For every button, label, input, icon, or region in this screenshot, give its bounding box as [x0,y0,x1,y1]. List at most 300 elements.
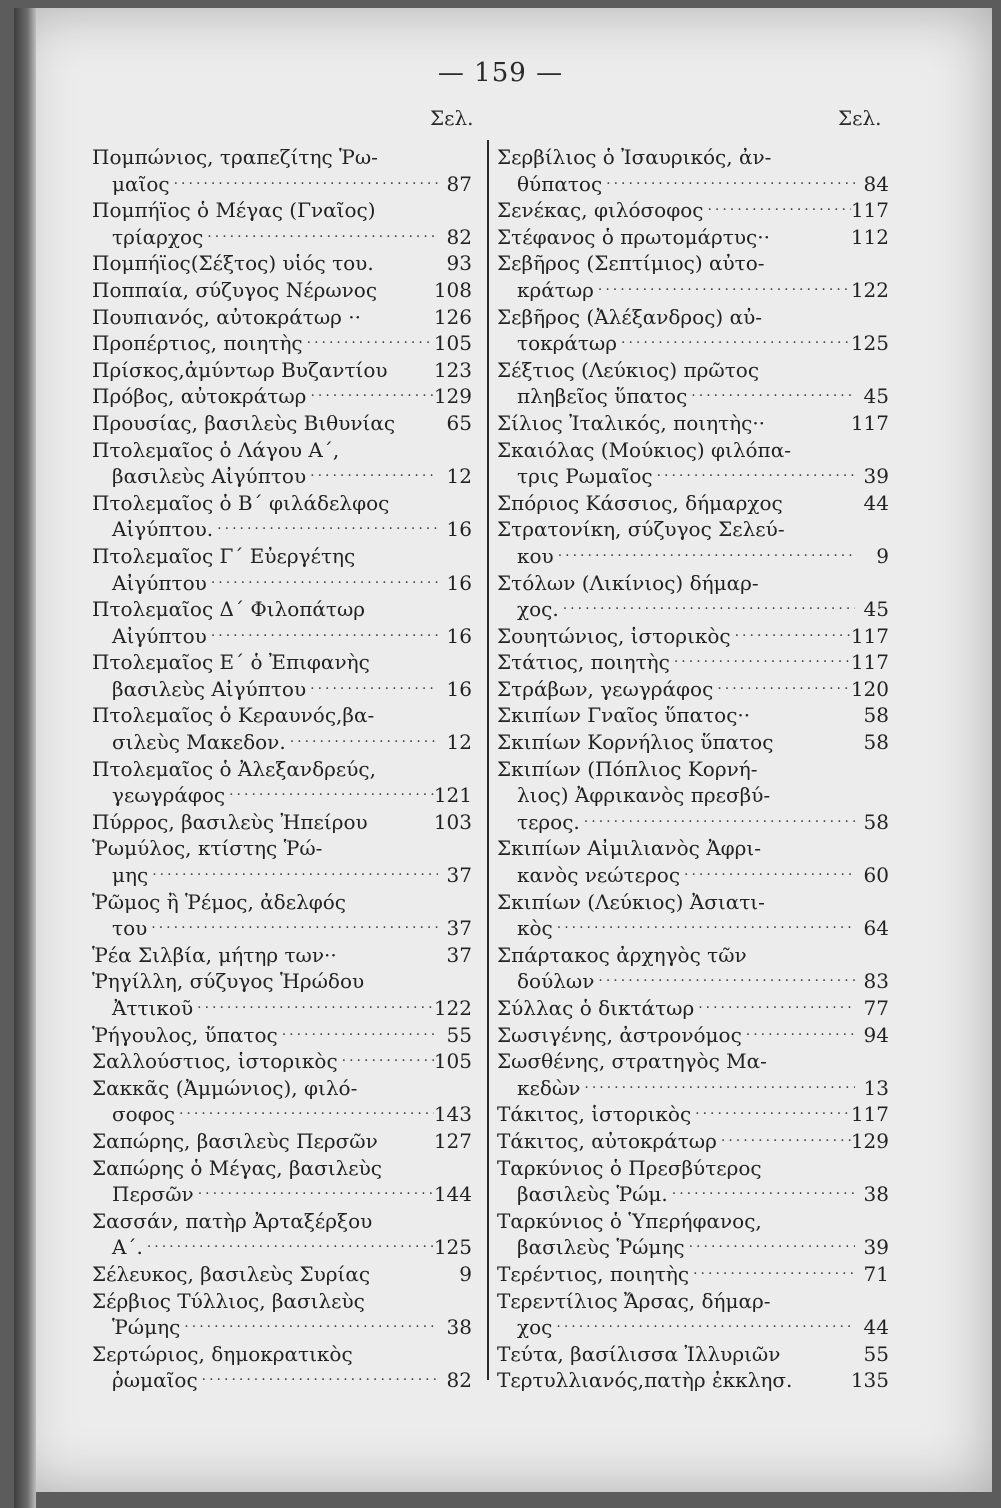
page-ref: 143 [433,1102,472,1127]
entry-text: Σουητώνιος, ἱστορικὸς [497,623,731,648]
page-ref [438,968,472,995]
entry-text: Πτολεμαῖος Δ΄ Φιλοπάτωρ [92,597,366,622]
page-ref: 39 [863,464,889,489]
entry-text: Ῥήγουλος, ὕπατος [92,1022,278,1047]
index-entry [497,968,889,995]
page-ref: 93 [446,251,472,276]
entry-text: τερος. [517,809,580,834]
dot-leader [771,1288,855,1315]
page-ref [438,1288,472,1315]
dot-leader [370,649,438,676]
entry-text: Πρόβος, αὐτοκράτωρ [92,384,307,409]
dot-leader [364,968,438,995]
entry-text: Σέρβιος Τύλλιος, βασιλεὺς [92,1288,365,1313]
dot-leader [783,490,855,517]
page-ref [855,250,889,277]
page-ref: 123 [433,357,472,382]
page-ref: 77 [863,996,889,1020]
page-ref: 83 [863,969,889,994]
entry-text: χος. [517,597,559,622]
entry-text: Στέφανος ὁ πρωτομάρτυς·· [497,224,770,249]
dot-leader [791,437,855,464]
entry-text: κὸς [517,916,553,941]
page-ref [855,756,889,783]
dot-leader [175,1101,434,1128]
page-ref: 117 [850,410,889,435]
index-entry [497,1022,889,1049]
entry-text: χος [517,1315,553,1340]
dot-leader [225,782,434,809]
entry-text: Πτολεμαῖος ὁ Β΄ φιλάδελφος [92,490,390,515]
entry-text: Σεβῆρος (Σεπτίμιος) αὐτο- [497,251,765,276]
entry-text: Ποππαία, σύζυγος Νέρωνος [92,277,378,302]
page-ref: 55 [446,1022,472,1047]
page-ref: 144 [433,1182,472,1207]
entry-text: Σαπώρης ὁ Μέγας, βασιλεὺς [92,1155,382,1180]
dot-leader [717,1128,851,1155]
dot-leader [554,543,855,570]
entry-text: Τερτυλλιανός,πατὴρ ἐκκλησ. [497,1368,793,1393]
dot-leader [378,144,438,171]
index-entry [92,596,472,623]
entry-text: Α΄. [112,1235,143,1260]
index-entry [497,1128,889,1155]
index-entry [497,676,889,703]
index-entry [497,277,889,304]
index-entry [497,1261,889,1288]
index-entry [497,942,889,969]
dot-leader [691,1101,851,1128]
column-divider [487,140,489,1380]
dot-leader [346,889,438,916]
index-entry [92,490,472,517]
dot-leader [382,1155,438,1182]
dot-leader [376,197,438,224]
index-entry [92,410,472,437]
page-ref: 94 [863,1022,889,1047]
entry-text: δούλων [517,969,595,994]
dot-leader [170,171,438,198]
page-ref: 12 [446,464,472,489]
entry-text: Ταρκύνιος ὁ Ὑπερήφανος, [497,1208,762,1233]
dot-leader [762,1208,855,1235]
index-entry [92,1022,472,1049]
index-entry [497,250,889,277]
page-ref: 103 [433,809,472,834]
dot-leader [552,1314,855,1341]
page-ref: 9 [459,1261,472,1286]
dot-leader [286,729,438,756]
entry-text: θύπατος [517,171,603,196]
index-entry [92,1208,472,1235]
entry-text: Πομπήϊος ὁ Μέγας (Γναῖος) [92,198,376,223]
index-entry [92,623,472,650]
index-entry [497,1367,889,1394]
entry-text: Σπάρτακος ἀρχηγὸς τῶν [497,942,747,967]
page-ref [855,570,889,597]
index-entry [92,516,472,543]
dot-leader [602,171,855,198]
page-ref: 58 [863,703,889,728]
dot-leader [389,490,438,517]
page-ref [855,835,889,862]
index-entry [92,809,472,836]
dot-leader [773,729,855,756]
dot-leader [765,250,855,277]
index-entry [497,197,889,224]
index-entry [92,1341,472,1368]
entry-text: κράτωρ [517,277,594,302]
index-entry [497,1314,889,1341]
page-ref: 122 [433,996,472,1020]
page-ref [855,889,889,916]
dot-leader [594,968,855,995]
entry-text: Σκιπίων Αἰμιλιανὸς Ἀφρι- [497,836,762,861]
page-ref: 16 [446,570,472,595]
page-ref: 16 [446,623,472,648]
dot-leader [780,1341,855,1368]
dot-leader [580,809,855,836]
page-ref: 12 [446,730,472,755]
entry-text: Ῥηγίλλη, σύζυγος Ἡρώδου [92,969,365,994]
page-ref: 45 [863,597,889,622]
index-entry [497,383,889,410]
index-entry [92,1288,472,1315]
entry-text: τρίαρχος [112,224,204,249]
entry-text: Ταρκύνιος ὁ Πρεσβύτερος [497,1155,762,1180]
dot-leader [365,1288,438,1315]
index-entry [497,171,889,198]
dot-leader [374,702,438,729]
index-entry [497,304,889,331]
index-entry [92,676,472,703]
entry-text: Σέξτιος (Λεύκιος) πρῶτος [497,357,760,382]
dot-leader [355,543,438,570]
index-entry [497,1234,889,1261]
entry-text: κου [517,543,554,568]
entry-text: Πτολεμαῖος Ε΄ ὁ Ἐπιφανὴς [92,650,370,675]
index-entry [92,1128,472,1155]
page-number: — 159 — [437,58,564,88]
entry-text: μης [112,863,149,888]
dot-leader [761,835,855,862]
index-entry [497,1048,889,1075]
index-entry [497,490,889,517]
index-entry [92,277,472,304]
page-ref: 39 [863,1235,889,1260]
entry-text: πληβεῖος ὕπατος [517,384,688,409]
entry-text: Σκαιόλας (Μούκιος) φιλόπα- [497,437,791,462]
index-entry [92,543,472,570]
entry-text: Τάκιτος, αὐτοκράτωρ [497,1128,717,1153]
entry-text: βασιλεὺς Ῥώμ. [517,1182,668,1207]
page-ref: 82 [446,1368,472,1393]
page-ref: 44 [863,1315,889,1340]
dot-leader [278,1022,438,1049]
page-ref [438,1341,472,1368]
index-entry [497,1155,889,1182]
index-entry [92,968,472,995]
page-ref [438,1075,472,1102]
dot-leader [762,304,855,331]
dot-leader [689,1261,855,1288]
page-ref [855,437,889,464]
dot-leader [653,463,855,490]
page-ref: 117 [850,198,889,223]
entry-text: Σερτώριος, δημοκρατικὸς [92,1341,353,1366]
dot-leader [303,330,434,357]
entry-text: Προυσίας, βασιλεὺς Βιθυνίας [92,410,396,435]
entry-text: Πομπήϊος(Σέξτος) υἱός του. [92,251,374,276]
page-ref [438,1155,472,1182]
index-entry [497,729,889,756]
dot-leader [685,1234,855,1261]
index-entry [497,516,889,543]
dot-leader [731,623,851,650]
entry-text: Αἰγύπτου. [112,517,214,542]
entry-text: γεωγράφος [112,783,226,808]
index-entry [92,729,472,756]
entry-text: Πρίσκος,ἀμύντωρ Βυζαντίου [92,357,388,382]
index-entry [92,1155,472,1182]
index-entry [92,1261,472,1288]
page-ref [438,437,472,464]
page-ref: 60 [863,863,889,888]
dot-leader [388,357,434,384]
entry-text: Σύλλας ὁ δικτάτωρ [497,996,695,1020]
page-ref: 135 [850,1368,889,1393]
index-entry [497,649,889,676]
index-entry [497,1101,889,1128]
index-entry [497,889,889,916]
page-ref [855,516,889,543]
entry-text: Ῥώμης [112,1315,181,1340]
dot-leader [765,410,851,437]
page-ref: 105 [433,1049,472,1074]
dot-leader [194,1181,434,1208]
index-entry [92,224,472,251]
index-entry [497,915,889,942]
page-ref [438,756,472,783]
dot-leader [759,357,855,384]
page-ref: 13 [863,1075,889,1100]
entry-text: Τερέντιος, ποιητὴς [497,1261,690,1286]
index-entry [92,357,472,384]
entry-text: Αἰγύπτου [112,623,207,648]
page-ref [438,702,472,729]
index-entry [92,570,472,597]
entry-text: λιος) Ἀφρικανὸς πρεσβύ- [517,783,771,808]
entry-text: Στράβων, γεωγράφος [497,676,714,701]
index-entry [497,357,889,384]
page-ref [855,1155,889,1182]
dot-leader [670,649,851,676]
dot-leader [378,1128,434,1155]
page-ref: 16 [446,517,472,542]
dot-leader [713,676,851,703]
entry-text: Πτολεμαῖος Γ΄ Εὐεργέτης [92,543,356,568]
entry-text: Πουπιανός, αὐτοκράτωρ ·· [92,304,361,329]
dot-leader [767,1048,855,1075]
dot-leader [180,1314,438,1341]
dot-leader [792,1367,850,1394]
page-ref: 38 [446,1315,472,1340]
index-entry [92,144,472,171]
entry-text: Σωσιγένης, ἀστρονόμος [497,1022,742,1047]
index-entry [497,596,889,623]
page-ref [438,197,472,224]
entry-text: βασιλεὺς Αἰγύπτου [112,676,307,701]
page-ref: 45 [863,384,889,409]
dot-leader [147,915,438,942]
index-entry [497,463,889,490]
index-entry [497,702,889,729]
page-ref: 37 [446,942,472,967]
page-ref: 112 [850,224,889,249]
index-entry [92,383,472,410]
dot-leader [376,756,438,783]
entry-text: Σαλλούστιος, ἱστορικὸς [92,1049,338,1074]
dot-leader [306,676,438,703]
page-ref: 125 [850,331,889,356]
entry-text: βασιλεὺς Ῥώμης [517,1235,685,1260]
page-ref: 129 [433,384,472,409]
dot-leader [213,516,438,543]
dot-leader [306,463,438,490]
page-ref: 58 [863,730,889,755]
dot-leader [747,942,855,969]
index-entry [92,463,472,490]
entry-text: Ῥῶμος ἢ Ῥέμος, ἀδελφός [92,889,346,914]
index-entry [497,1075,889,1102]
dot-leader [368,809,434,836]
index-entry [92,1101,472,1128]
dot-leader [357,1075,438,1102]
entry-text: Τάκιτος, ἱστορικὸς [497,1102,692,1127]
dot-leader [361,304,434,331]
dot-leader [374,250,438,277]
dot-leader [203,224,438,251]
page-ref [438,1208,472,1235]
page-ref: 121 [433,783,472,808]
entry-text: Τερεντίλιος Ἄρσας, δήμαρ- [497,1288,771,1313]
entry-text: Πτολεμαῖος ὁ Ἀλεξανδρεύς, [92,756,376,781]
index-column-left [92,144,472,1394]
torn-edge [14,8,36,1508]
dot-leader [771,144,855,171]
entry-text: Πτολεμαῖος ὁ Λάγου Α΄, [92,437,340,462]
dot-leader [580,1075,855,1102]
entry-text: Σωσθένης, στρατηγὸς Μα- [497,1049,767,1074]
page-ref: 117 [850,650,889,675]
page-ref: 129 [850,1128,889,1153]
entry-text: Σκιπίων (Πόπλιος Κορνή- [497,756,758,781]
dot-leader [377,277,434,304]
page-ref: 126 [433,304,472,329]
index-entry [92,1075,472,1102]
sel-label-right: Σελ. [838,106,882,130]
index-entry [92,1048,472,1075]
page-ref [855,1048,889,1075]
entry-text: μαῖος [112,171,170,196]
dot-leader [306,383,433,410]
sel-label-left: Σελ. [430,106,474,130]
page-ref [438,596,472,623]
entry-text: Ῥωμύλος, κτίστης Ῥώ- [92,836,323,861]
dot-leader [193,995,434,1022]
entry-text: Σκιπίων Γναῖος ὕπατος·· [497,703,751,728]
entry-text: Σερβίλιος ὁ Ἰσαυρικός, ἀν- [497,145,772,169]
dot-leader [694,995,855,1022]
page-ref [855,304,889,331]
page-ref: 117 [850,623,889,648]
dot-leader [770,782,855,809]
dot-leader [617,330,851,357]
entry-text: Περσῶν [112,1182,194,1207]
index-entry [92,330,472,357]
entry-text: Σακκᾶς (Ἀμμώνιος), φιλό- [92,1075,358,1100]
index-entry [92,1181,472,1208]
entry-text: τρις Ρωμαῖος [517,464,653,489]
index-entry [92,649,472,676]
dot-leader [372,1208,438,1235]
entry-text: σοφος [112,1102,175,1127]
page-ref: 87 [446,171,472,196]
page-ref: 125 [433,1235,472,1260]
page-ref: 64 [863,916,889,941]
dot-leader [207,570,438,597]
index-column-right [497,144,889,1394]
page-ref [855,1208,889,1235]
index-entry [92,1234,472,1261]
index-entry [497,1341,889,1368]
entry-text: Σπόριος Κάσσιος, δήμαρχος [497,490,783,515]
dot-leader [762,1155,855,1182]
page-ref: 117 [850,1102,889,1127]
index-entry [497,809,889,836]
entry-text: του [112,916,148,941]
index-entry [497,835,889,862]
entry-text: Σκιπίων (Λεύκιος) Ἀσιατι- [497,889,765,914]
index-entry [497,995,889,1022]
entry-text: Σεβῆρος (Ἀλέξανδρος) αὐ- [497,304,762,329]
dot-leader [143,1234,434,1261]
index-entry [497,224,889,251]
entry-text: κεδὼν [517,1075,581,1100]
entry-text: Στάτιος, ποιητὴς [497,650,670,675]
page-ref: 58 [863,809,889,834]
dot-leader [322,835,438,862]
entry-text: Πομπώνιος, τραπεζίτης Ῥω- [92,145,378,169]
page-ref: 84 [863,171,889,196]
index-entry [497,862,889,889]
entry-text: Τεύτα, βασίλισσα Ἰλλυριῶν [497,1341,781,1366]
dot-leader [785,516,855,543]
entry-text: Σαπώρης, βασιλεὺς Περσῶν [92,1128,378,1153]
page-ref: 71 [863,1261,889,1286]
page-ref: 38 [863,1182,889,1207]
index-entry [92,756,472,783]
dot-leader [148,862,438,889]
page-ref [438,490,472,517]
page-ref: 65 [446,410,472,435]
index-entry [497,330,889,357]
page-ref [438,543,472,570]
index-entry [497,543,889,570]
entry-text: ῥωμαῖος [112,1368,198,1393]
index-entry [497,782,889,809]
index-entry [92,250,472,277]
